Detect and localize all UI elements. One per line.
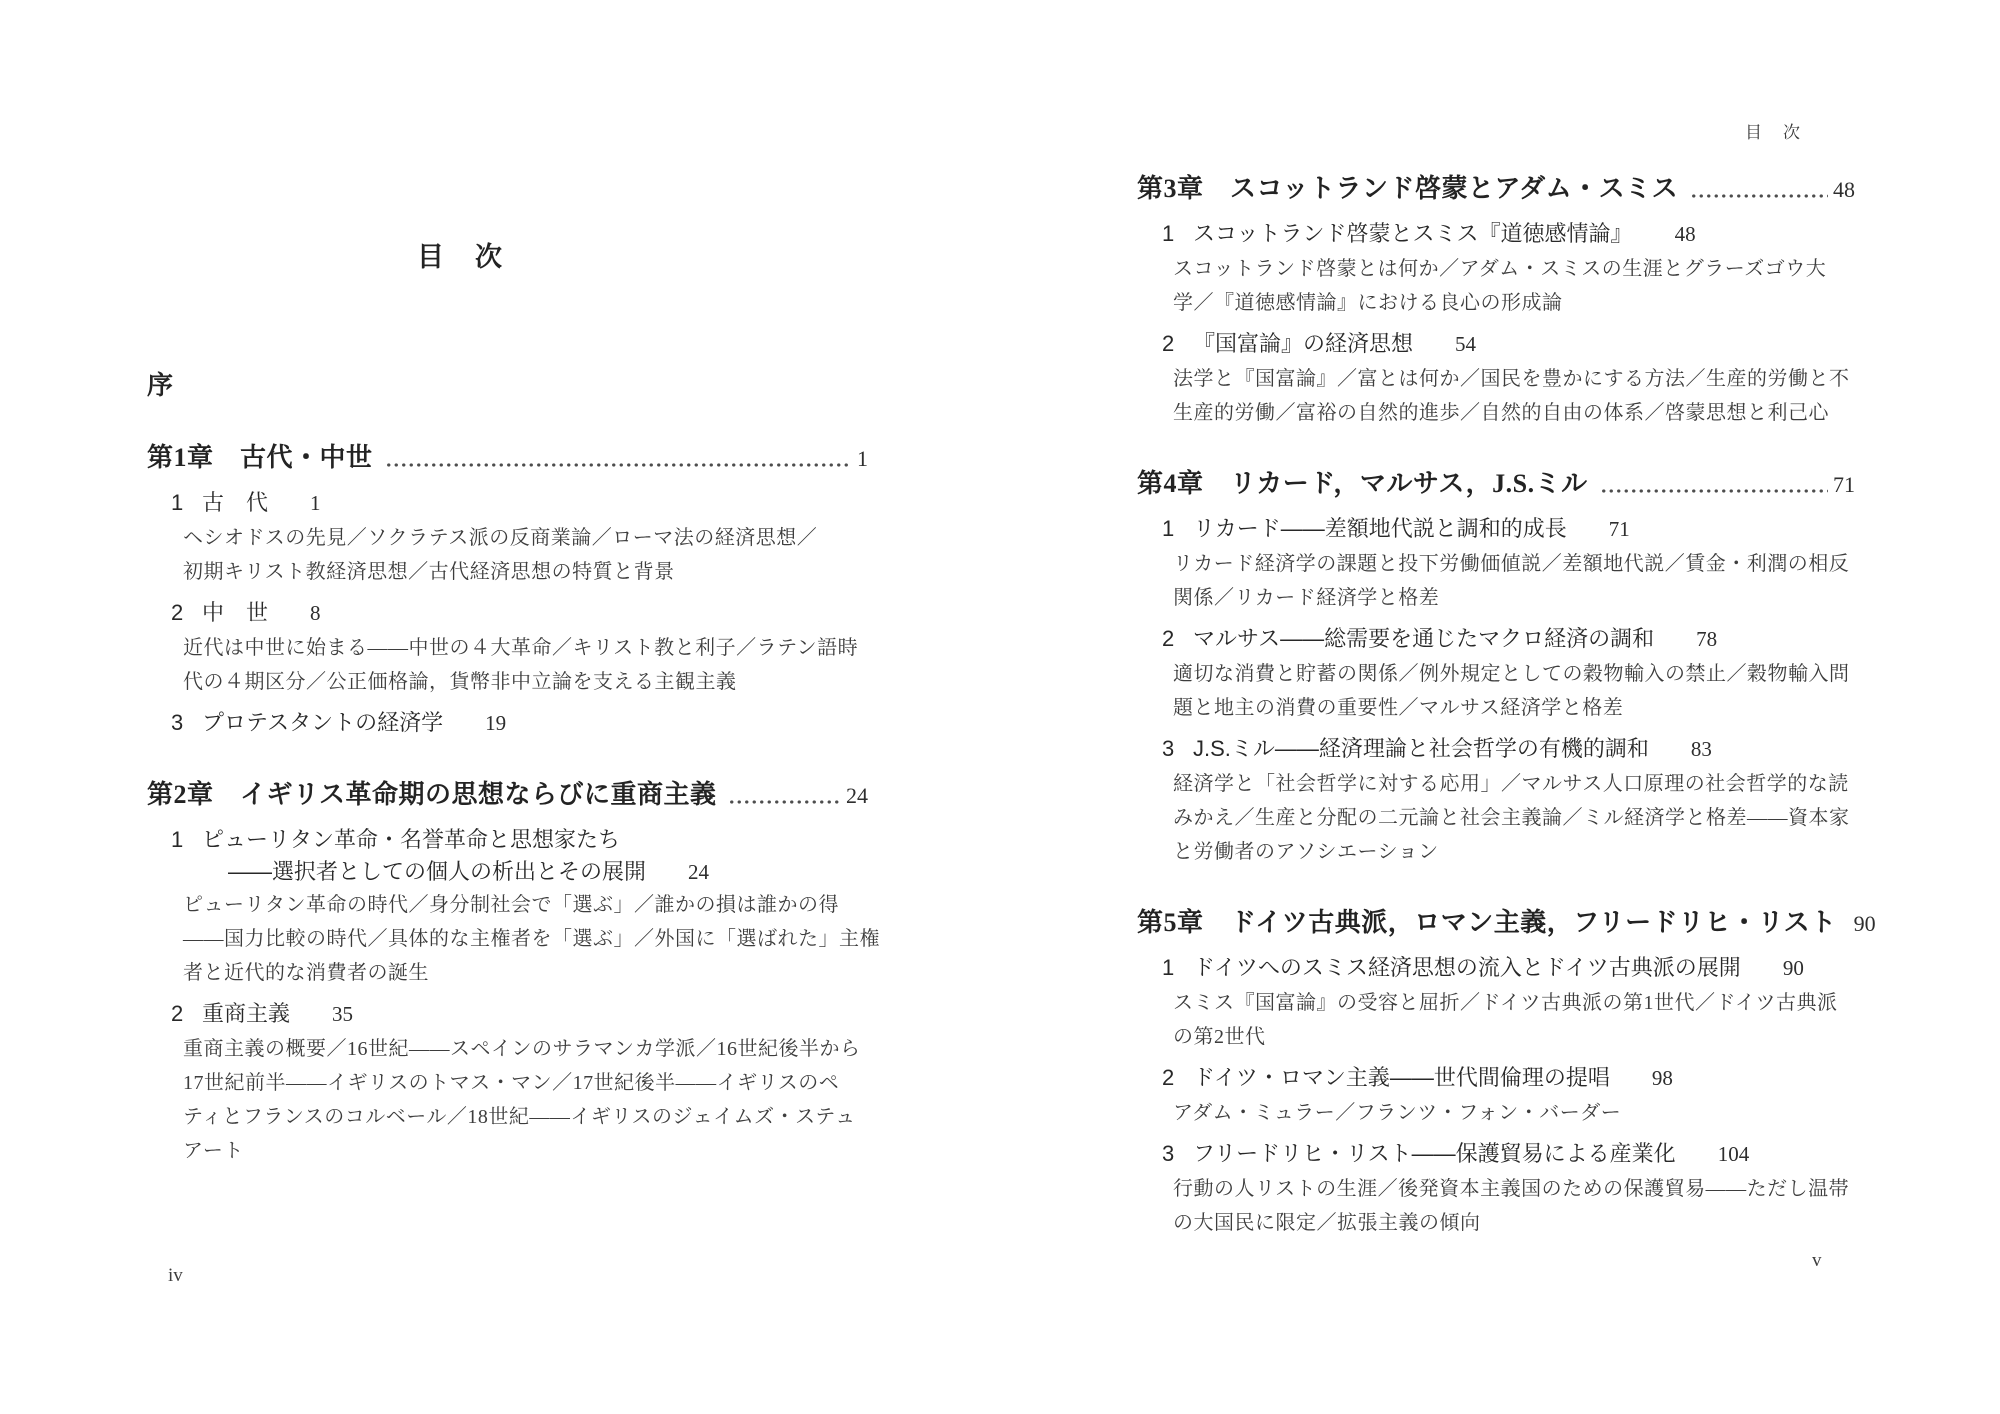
toc-detail-line: の第2世代 — [1173, 1026, 1266, 1048]
toc-detail-line: 関係／リカード経済学と格差 — [1173, 587, 1440, 609]
running-head: 目 次 — [1745, 123, 1802, 142]
chapter-title: 第1章 古代・中世 — [147, 443, 373, 472]
toc-detail-line: と労働者のアソシエーション — [1173, 841, 1439, 863]
section-number: 1 — [171, 490, 184, 515]
section-page-number: 8 — [310, 601, 321, 625]
chapter-block-2 — [123, 776, 880, 1167]
dotted-leader — [385, 463, 852, 467]
section-row — [1162, 951, 1855, 985]
section-row — [1162, 512, 1855, 546]
section-page-number: 98 — [1651, 1066, 1673, 1090]
section-page-number: 35 — [332, 1002, 354, 1026]
section-page-number: 1 — [310, 491, 321, 515]
chapter-heading-row — [1137, 170, 1855, 209]
section-number: 2 — [171, 600, 184, 625]
section-page-number: 104 — [1717, 1142, 1750, 1166]
dotted-leader — [1690, 194, 1828, 198]
toc-detail-line: 学／『道徳感情論』における良心の形成論 — [1173, 292, 1563, 314]
section-page-number: 78 — [1696, 627, 1718, 651]
dotted-leader — [1600, 489, 1828, 493]
chapter-page-number: 24 — [846, 783, 868, 808]
section-title: 『国富論』の経済思想 — [1193, 331, 1414, 356]
chapter-page-number: 90 — [1853, 911, 1876, 936]
toc-detail-line: 法学と『国富論』／富とは何か／国民を豊かにする方法／生産的労働と不 — [1173, 368, 1850, 390]
section-row — [1162, 217, 1855, 251]
section-title: リカード——差額地代説と調和的成長 — [1193, 516, 1567, 541]
left-page — [123, 240, 880, 1286]
toc-detail-line: スコットランド啓蒙とは何か／アダム・スミスの生涯とグラーズゴウ大 — [1173, 258, 1827, 280]
section-title: 重商主義 — [202, 1001, 291, 1026]
toc-detail-line: 代の４期区分／公正価格論，貨幣非中立論を支える主観主義 — [183, 671, 737, 693]
section-title: 中 世 — [202, 600, 269, 625]
section-row — [171, 596, 868, 630]
section-subtitle: ——選択者としての個人の析出とその展開 — [228, 859, 647, 884]
toc-detail-line: ヘシオドスの先見／ソクラテス派の反商業論／ローマ法の経済思想／ — [183, 527, 818, 549]
right-page — [1135, 123, 1876, 1271]
toc-title: 目 次 — [417, 242, 504, 272]
section-row — [171, 486, 868, 520]
section-number: 1 — [1162, 221, 1175, 246]
section-number: 2 — [171, 1001, 184, 1026]
toc-detail-line: スミス『国富論』の受容と屈折／ドイツ古典派の第1世代／ドイツ古典派 — [1173, 992, 1838, 1014]
toc-detail-line: 近代は中世に始まる——中世の４大革命／キリスト教と利子／ラテン語時 — [183, 637, 859, 659]
chapter-block-4 — [1135, 465, 1855, 868]
section-page-number: 54 — [1455, 332, 1477, 356]
section-number: 2 — [1162, 1065, 1175, 1090]
toc-detail-line: 経済学と「社会哲学に対する応用」／マルサス人口原理の社会哲学的な読 — [1173, 773, 1849, 795]
chapter-page-number: 48 — [1833, 177, 1855, 202]
section-page-number: 24 — [688, 860, 710, 884]
toc-detail-line: ピューリタン革命の時代／身分制社会で「選ぶ」／誰かの損は誰かの得 — [183, 894, 839, 916]
chapter-heading-row — [147, 776, 868, 815]
section-title: プロテスタントの経済学 — [202, 710, 444, 735]
section-row — [1162, 1061, 1855, 1095]
chapter-block-3 — [1135, 170, 1855, 429]
section-number: 3 — [1162, 1141, 1175, 1166]
section-page-number: 19 — [485, 711, 507, 735]
preface-entry: 序 — [147, 371, 174, 400]
section-page-number: 48 — [1674, 222, 1696, 246]
chapter-page-number: 71 — [1833, 472, 1855, 497]
section-number: 3 — [1162, 736, 1175, 761]
section-title: スコットランド啓蒙とスミス『道徳感情論』 — [1193, 221, 1633, 246]
toc-detail-line: の大国民に限定／拡張主義の傾向 — [1173, 1212, 1481, 1234]
chapter-heading-row — [1137, 465, 1855, 504]
folio-left: iv — [168, 1265, 183, 1286]
chapter-heading-row — [1137, 904, 1876, 943]
section-row — [1162, 1137, 1855, 1171]
toc-detail-line: 者と近代的な消費者の誕生 — [183, 962, 429, 984]
section-row — [171, 706, 868, 740]
section-row — [1162, 327, 1855, 361]
section-subtitle-row — [228, 857, 868, 887]
section-title: ドイツへのスミス経済思想の流入とドイツ古典派の展開 — [1193, 955, 1741, 980]
toc-detail-line: 生産的労働／富裕の自然的進歩／自然的自由の体系／啓蒙思想と利己心 — [1173, 402, 1829, 424]
chapter-title: 第5章 ドイツ古典派，ロマン主義，フリードリヒ・リスト — [1137, 908, 1837, 937]
chapter-page-number: 1 — [857, 446, 868, 471]
chapter-title: 第2章 イギリス革命期の思想ならびに重商主義 — [147, 780, 717, 809]
section-title: J.S.ミル——経済理論と社会哲学の有機的調和 — [1193, 736, 1649, 761]
section-row — [1162, 622, 1855, 656]
toc-detail-line: 17世紀前半——イギリスのトマス・マン／17世紀後半——イギリスのペ — [183, 1072, 840, 1094]
section-page-number: 90 — [1782, 956, 1804, 980]
toc-detail-line: アダム・ミュラー／フランツ・フォン・バーダー — [1173, 1102, 1622, 1124]
section-row — [1162, 732, 1855, 766]
section-row — [171, 823, 868, 857]
section-title: マルサス——総需要を通じたマクロ経済の調和 — [1193, 626, 1655, 651]
section-number: 3 — [171, 710, 184, 735]
section-number: 1 — [1162, 516, 1175, 541]
section-title: ドイツ・ロマン主義——世代間倫理の提唱 — [1193, 1065, 1610, 1090]
section-page-number: 83 — [1690, 737, 1712, 761]
chapter-heading-row — [147, 439, 868, 478]
toc-detail-line: アート — [183, 1140, 244, 1162]
section-number: 1 — [1162, 955, 1175, 980]
chapter-block-1 — [123, 439, 868, 740]
chapter-title: 第4章 リカード，マルサス，J.S.ミル — [1137, 469, 1588, 498]
toc-detail-line: 題と地主の消費の重要性／マルサス経済学と格差 — [1173, 697, 1624, 719]
toc-detail-line: ティとフランスのコルベール／18世紀——イギリスのジェイムズ・ステュ — [183, 1106, 856, 1128]
toc-detail-line: 重商主義の概要／16世紀——スペインのサラマンカ学派／16世紀後半から — [183, 1038, 861, 1060]
chapter-title: 第3章 スコットランド啓蒙とアダム・スミス — [1137, 174, 1679, 203]
section-number: 2 — [1162, 331, 1175, 356]
folio-right: v — [1812, 1250, 1822, 1271]
toc-detail-line: ——国力比較の時代／具体的な主権者を「選ぶ」／外国に「選ばれた」主権 — [183, 928, 880, 950]
dotted-leader — [728, 800, 841, 804]
section-title: ピューリタン革命・名誉革命と思想家たち — [202, 827, 621, 852]
toc-detail-line: みかえ／生産と分配の二元論と社会主義論／ミル経済学と格差——資本家 — [1173, 807, 1850, 829]
section-page-number: 71 — [1608, 517, 1630, 541]
toc-detail-line: 初期キリスト教経済思想／古代経済思想の特質と背景 — [183, 561, 675, 583]
toc-detail-line: 適切な消費と貯蓄の関係／例外規定としての穀物輸入の禁止／穀物輸入問 — [1173, 663, 1850, 685]
toc-detail-line: リカード経済学の課題と投下労働価値説／差額地代説／賃金・利潤の相反 — [1173, 553, 1850, 575]
section-number: 1 — [171, 827, 184, 852]
toc-detail-line: 行動の人リストの生涯／後発資本主義国のための保護貿易——ただし温帯 — [1173, 1178, 1850, 1200]
section-title: 古 代 — [202, 490, 269, 515]
section-row — [171, 997, 868, 1031]
section-title: フリードリヒ・リスト——保護貿易による産業化 — [1193, 1141, 1676, 1166]
chapter-block-5 — [1135, 904, 1876, 1239]
section-number: 2 — [1162, 626, 1175, 651]
